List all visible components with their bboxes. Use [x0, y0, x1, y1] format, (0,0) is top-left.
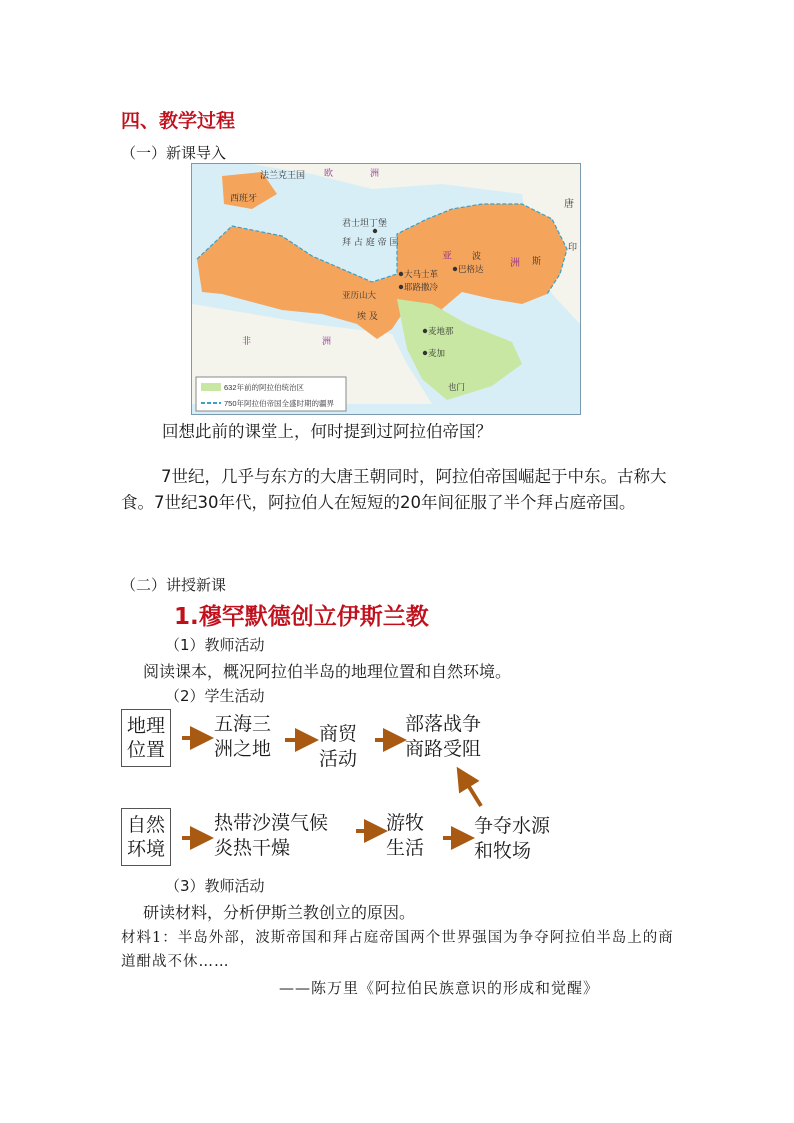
city-dot-mecca: [423, 351, 427, 355]
label-mecca: 麦加: [428, 349, 446, 359]
label-constantinople: 君士坦丁堡: [342, 219, 388, 229]
label-africa-2: 洲: [322, 337, 332, 347]
flow-nomad-line2: 生活: [386, 837, 425, 859]
label-spain: 西班牙: [230, 194, 258, 204]
flow-war-line2: 商路受阻: [405, 738, 482, 760]
flow-climate-line1: 热带沙漠气候: [214, 812, 329, 834]
legend-label-2: 750年阿拉伯帝国全盛时期的疆界: [224, 399, 335, 408]
flow-trade-line2: 活动: [319, 748, 358, 770]
city-dot-baghdad: [453, 267, 457, 271]
label-asia-2: 洲: [510, 258, 520, 269]
label-baghdad: 巴格达: [458, 265, 484, 275]
teacher-activity-1: （1）教师活动: [165, 636, 265, 654]
label-india: 印: [568, 243, 578, 253]
teacher-activity-3-task: 研读材料，分析伊斯兰教创立的原因。: [143, 903, 416, 922]
teacher-activity-3: （3）教师活动: [165, 877, 265, 895]
arab-empire-map: [191, 163, 581, 415]
label-europe-1: 欧: [324, 169, 334, 179]
label-europe-2: 洲: [370, 169, 380, 179]
flow-water-line1: 争夺水源: [474, 815, 551, 837]
flow-env-line2: 环境: [127, 838, 166, 860]
label-byzantine: 拜 占 庭 帝 国: [342, 238, 399, 248]
city-dot-damascus: [399, 272, 403, 276]
arrow-water-to-war: [463, 777, 481, 806]
city-dot-medina: [423, 329, 427, 333]
intro-heading: （一）新课导入: [121, 144, 227, 162]
label-asia-1: 亚: [442, 251, 452, 262]
label-persia-2: 斯: [532, 257, 542, 267]
legend-swatch-arabia: [201, 383, 221, 391]
flow-climate-line2: 炎热干燥: [214, 837, 291, 859]
flow-diagram: [110, 700, 610, 880]
city-dot-constantinople: [373, 229, 377, 233]
map-svg: [192, 164, 580, 414]
flow-water-line2: 和牧场: [474, 840, 532, 862]
legend-label-1: 632年前的阿拉伯统治区: [224, 383, 305, 392]
label-persia-1: 波: [472, 252, 482, 262]
flow-seas-line2: 洲之地: [214, 738, 272, 760]
label-jerusalem: 耶路撒冷: [404, 283, 439, 293]
intro-paragraph: 7世纪，几乎与东方的大唐王朝同时，阿拉伯帝国崛起于中东。古称大食。7世纪30年代，阿拉伯人在短短的20年间征服了半个拜占庭帝国。: [121, 467, 667, 512]
flow-arrows: [110, 700, 610, 880]
label-africa-1: 非: [242, 337, 252, 347]
label-damascus: 大马士革: [404, 270, 439, 280]
label-medina: 麦地那: [428, 327, 454, 337]
student-activity: （2）学生活动: [165, 687, 265, 705]
label-alexandria: 亚历山大: [342, 291, 377, 301]
teacher-activity-1-task: 阅读课本，概况阿拉伯半岛的地理位置和自然环境。: [143, 662, 512, 681]
section-title: 四、教学过程: [121, 110, 236, 132]
lesson-heading: （二）讲授新课: [121, 576, 227, 594]
intro-question: 回想此前的课堂上，何时提到过阿拉伯帝国？: [162, 422, 492, 441]
label-frank: 法兰克王国: [260, 171, 306, 181]
material-citation: ——陈万里《阿拉伯民族意识的形成和觉醒》: [279, 979, 600, 997]
flow-env-line1: 自然: [127, 814, 166, 836]
flow-geo-line1: 地理: [127, 715, 166, 737]
flow-nomad-line1: 游牧: [386, 812, 425, 834]
flow-trade-line1: 商贸: [319, 723, 358, 745]
material-1: 材料1：半岛外部，波斯帝国和拜占庭帝国两个世界强国为争夺阿拉伯半岛上的商道酣战不休……: [121, 930, 674, 970]
label-yemen: 也门: [448, 383, 466, 393]
label-tang: 唐: [564, 199, 574, 210]
lesson-title: 1.穆罕默德创立伊斯兰教: [174, 604, 429, 630]
flow-geo-line2: 位置: [127, 739, 166, 761]
city-dot-jerusalem: [399, 285, 403, 289]
flow-war-line1: 部落战争: [405, 713, 482, 735]
flow-seas-line1: 五海三: [214, 713, 272, 735]
label-egypt: 埃 及: [357, 312, 378, 322]
